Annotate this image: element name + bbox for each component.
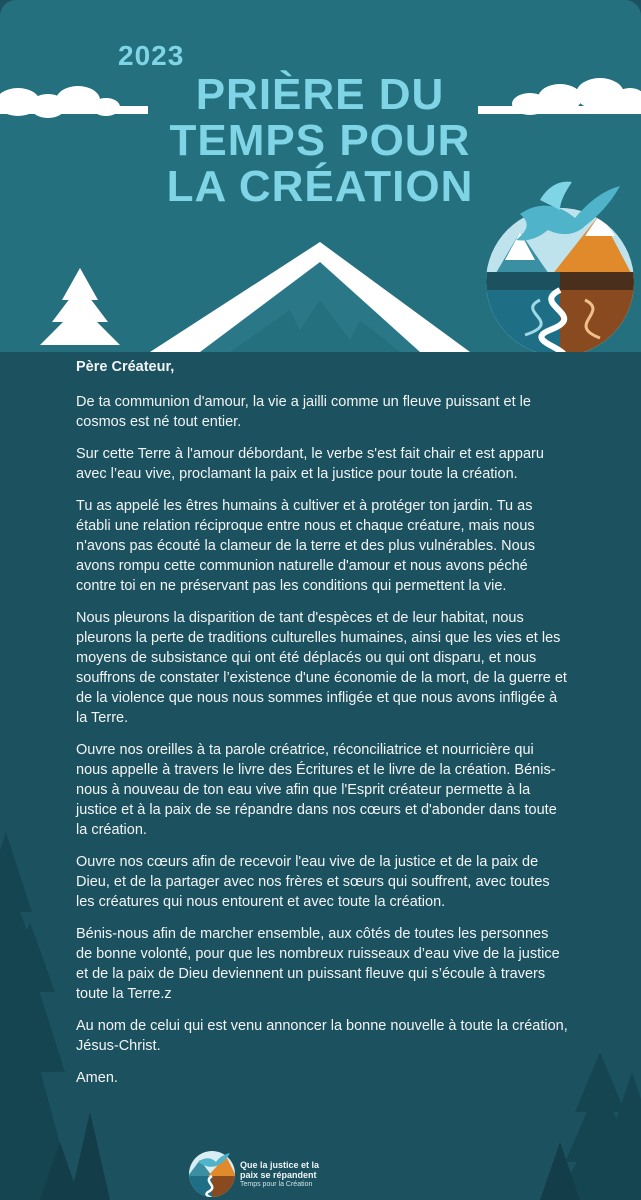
prayer-salutation: Père Créateur, xyxy=(76,359,175,375)
prayer-paragraph-2: Sur cette Terre à l'amour débordant, le verbe s'est fait chair et est apparu avec l’eau vive, proclamant la paix et la justice pour toute la création. xyxy=(76,446,544,482)
prayer-paragraph-4: Nous pleurons la disparition de tant d'espèces et de leur habitat, nous pleurons la perte de traditions culturelles humaines, ainsi que les vies et les moyens de subsistance qui ont été déplacés ou qui ont disparu, et nous souffrons de constater l’existence d'une économie de la mort, de la guerre et de la violence que nous nous sommes infligée et que nous avons infligée à la Terre. xyxy=(76,610,567,726)
footer-emblem-icon xyxy=(188,1150,236,1198)
prayer-amen: Amen. xyxy=(76,1070,118,1086)
poster-header xyxy=(0,0,641,352)
prayer-paragraph-1: De ta communion d'amour, la vie a jailli comme un fleuve puissant et le cosmos est né tout entier. xyxy=(76,394,531,430)
pine-trees-left-icon xyxy=(0,832,75,1200)
prayer-paragraph-6: Ouvre nos cœurs afin de recevoir l'eau vive de la justice et de la paix de Dieu, et de la partager avec nos frères et sœurs qui souffrent, avec toutes les créatures qui nous entourent et avec toute la création. xyxy=(76,854,550,910)
title-line-1: PRIÈRE DU xyxy=(195,70,445,119)
footer-line-1: Que la justice et la xyxy=(240,1160,320,1170)
prayer-paragraph-5: Ouvre nos oreilles à ta parole créatrice, réconciliatrice et nourricière qui nous appelle à travers le livre des Écritures et le livre de la création. Bénis-nous à nouveau de ton eau vive afin que l'Esprit créateur permette à la justice et à la paix de se répandre dans nos cœurs et d'abonder dans toute la création. xyxy=(76,742,557,838)
prayer-paragraph-3: Tu as appelé les êtres humains à cultiver et à protéger ton jardin. Tu as établi une relation réciproque entre nous et chaque créature, mais nous n'avons pas écouté la clameur de la terre et des plus vulnérables. Nous avons rompu cette communion naturelle d'amour et nous avons péché contre toi en ne préservant pas les conditions qui permettent la vie. xyxy=(76,498,535,594)
tree-left-icon xyxy=(40,268,120,345)
prayer-paragraph-8: Au nom de celui qui est venu annoncer la bonne nouvelle à toute la création, Jésus-Christ. xyxy=(76,1018,568,1054)
mountains-icon xyxy=(150,242,470,352)
footer-line-2: paix se répandent xyxy=(240,1170,317,1180)
footer-tagline: Temps pour la Création xyxy=(240,1181,313,1188)
title-line-3: LA CRÉATION xyxy=(166,162,474,211)
poster-year: 2023 xyxy=(118,40,185,71)
footer-logo-text xyxy=(240,1160,319,1189)
prayer-text xyxy=(76,357,568,1100)
title-line-2: TEMPS POUR xyxy=(169,116,471,165)
poster-title xyxy=(60,72,580,210)
prayer-paragraph-7: Bénis-nous afin de marcher ensemble, aux côtés de toutes les personnes de bonne volonté, pour que les nombreux ruisseaux d’eau vive de la justice et de la paix de Dieu deviennent un puissant fleuve qui s’écoule à travers toute la Terre.z xyxy=(76,926,560,1002)
